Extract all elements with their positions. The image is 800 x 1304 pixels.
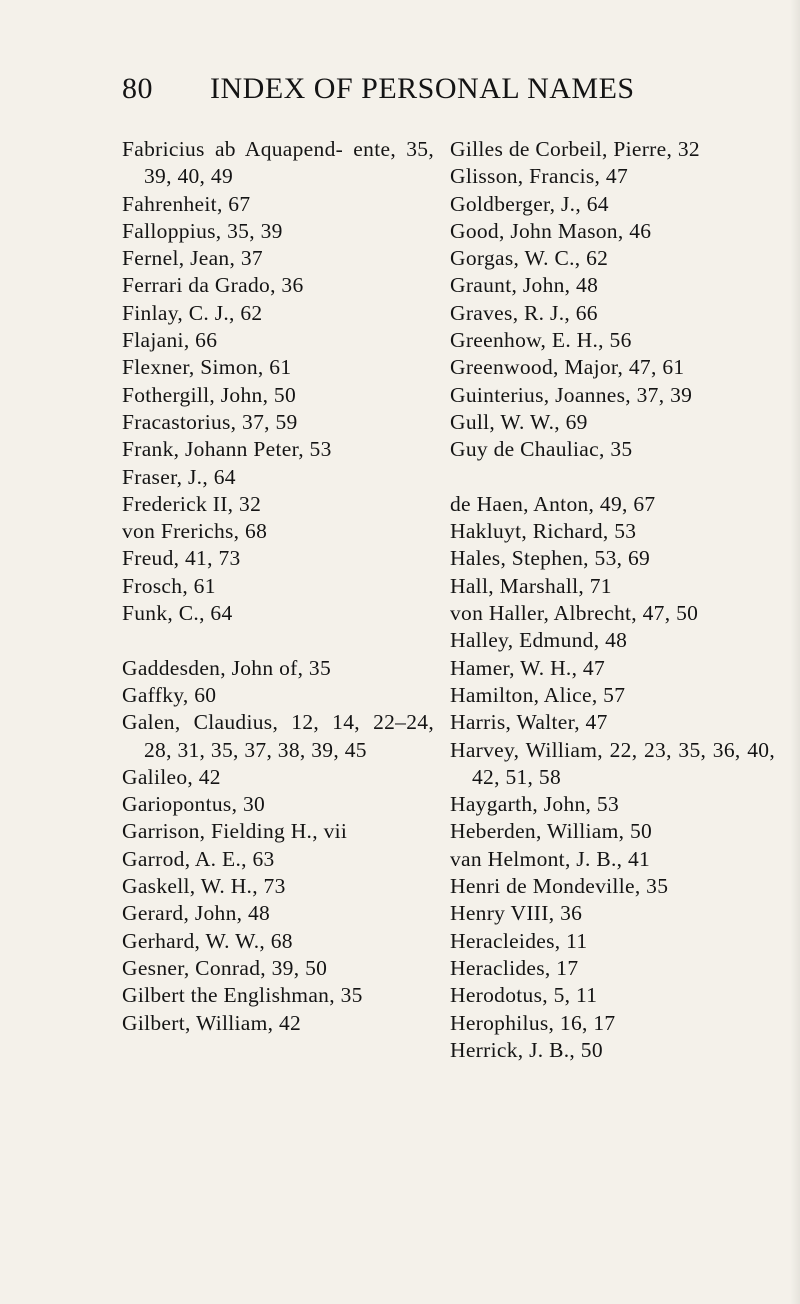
index-entry: Heberden, William, 50 [450,819,653,844]
index-entry: Freud, 41, 73 [122,546,241,571]
page-title: INDEX OF PERSONAL NAMES [210,72,635,105]
index-entry: Frosch, 61 [122,573,216,598]
page-number: 80 [122,72,153,105]
index-entry: Gorgas, W. C., 62 [450,246,609,271]
index-entry: Gilbert the Englishman, 35 [122,983,363,1008]
index-entry: Garrod, A. E., 63 [122,846,275,871]
index-entry: Gesner, Conrad, 39, 50 [122,955,328,980]
index-group-g [122,655,434,1037]
index-entry: Gariopontus, 30 [122,792,266,817]
index-entry: de Haen, Anton, 49, 67 [450,491,656,516]
index-entry: Graunt, John, 48 [450,273,599,298]
page-edge-shadow [790,0,800,1304]
index-entry: Gilbert, William, 42 [122,1010,302,1035]
index-entry: Gaskell, W. H., 73 [122,874,286,899]
index-entry: Herophilus, 16, 17 [450,1010,616,1035]
index-entry: Hall, Marshall, 71 [450,573,612,598]
index-entry: Harris, Walter, 47 [450,710,608,735]
index-entry: Fothergill, John, 50 [122,382,297,407]
index-entry: Harvey, William, 22, 23, 35, 36, 40, 42, 51, 58 [450,737,775,789]
index-entry: Fracastorius, 37, 59 [122,409,298,434]
index-entry: Greenhow, E. H., 56 [450,328,632,353]
index-entry: Goldberger, J., 64 [450,191,609,216]
index-entry: Heraclides, 17 [450,955,579,980]
index-group-f [122,136,434,627]
index-entry: von Frerichs, 68 [122,519,268,544]
index-entry: Henry VIII, 36 [450,901,583,926]
index-entry: Greenwood, Major, 47, 61 [450,355,685,380]
index-entry: Herrick, J. B., 50 [450,1037,603,1062]
index-entry: Glisson, Francis, 47 [450,164,628,189]
index-entry: Flajani, 66 [122,328,218,353]
group-separator [122,627,434,654]
index-entry: Hales, Stephen, 53, 69 [450,546,651,571]
index-entry: Garrison, Fielding H., vii [122,819,348,844]
index-entry: Ferrari da Grado, 36 [122,273,304,298]
index-entry: Fabricius ab Aquapend- ente, 35, 39, 40, 49 [122,137,434,189]
index-entry: Gerard, John, 48 [122,901,271,926]
index-entry: Guy de Chauliac, 35 [450,437,633,462]
index-entry: Fernel, Jean, 37 [122,246,263,271]
index-entry: Gilles de Corbeil, Pierre, 32 [450,137,700,161]
index-entry: Hakluyt, Richard, 53 [450,519,637,544]
index-entry: Gerhard, W. W., 68 [122,928,293,953]
index-entry: Falloppius, 35, 39 [122,218,283,243]
index-entry: Funk, C., 64 [122,601,233,626]
group-separator [450,464,775,491]
index-entry: Frederick II, 32 [122,491,262,516]
index-entry: Galen, Claudius, 12, 14, 22–24, 28, 31, 35, 37, 38, 39, 45 [122,710,434,762]
index-entry: Flexner, Simon, 61 [122,355,292,380]
index-entry: Gull, W. W., 69 [450,409,588,434]
index-entry: Galileo, 42 [122,764,221,789]
index-entry: Halley, Edmund, 48 [450,628,628,653]
index-entry: Frank, Johann Peter, 53 [122,437,332,462]
index-entry: Gaffky, 60 [122,682,217,707]
index-group-g-continued [450,136,775,464]
index-entry: Fahrenheit, 67 [122,191,251,216]
index-entry: Hamer, W. H., 47 [450,655,606,680]
index-entry: Haygarth, John, 53 [450,792,620,817]
index-entry: Graves, R. J., 66 [450,300,598,325]
right-column [450,136,775,1064]
page-header [122,72,682,106]
index-entry: van Helmont, J. B., 41 [450,846,651,871]
index-entry: Fraser, J., 64 [122,464,236,489]
index-group-h [450,491,775,1064]
left-column [122,136,434,1037]
index-entry: Hamilton, Alice, 57 [450,682,626,707]
index-entry: Gaddesden, John of, 35 [122,655,332,680]
index-entry: Heracleides, 11 [450,928,588,953]
index-entry: Guinterius, Joannes, 37, 39 [450,382,693,407]
index-entry: Finlay, C. J., 62 [122,300,263,325]
index-entry: von Haller, Albrecht, 47, 50 [450,601,699,626]
index-entry: Herodotus, 5, 11 [450,983,598,1008]
index-entry: Henri de Mondeville, 35 [450,874,669,899]
index-entry: Good, John Mason, 46 [450,218,652,243]
